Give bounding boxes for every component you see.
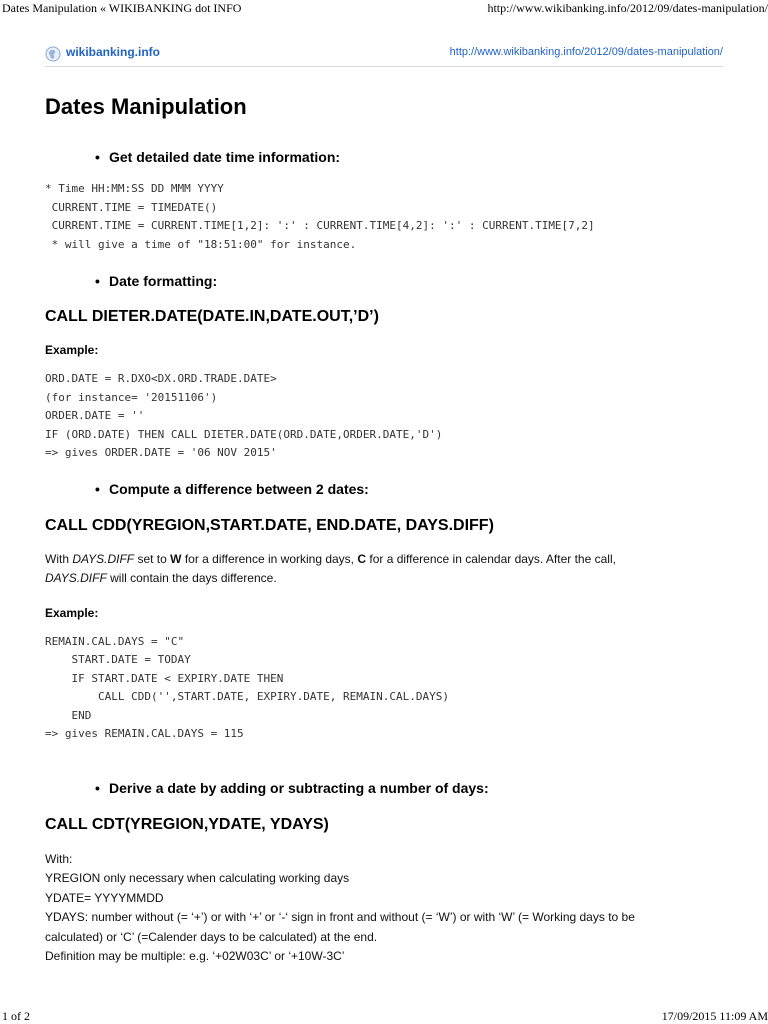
cdt-line: With: [45, 851, 73, 866]
print-datetime: 17/09/2015 11:09 AM [661, 1009, 768, 1023]
cdt-line: YREGION only necessary when calculating working days [45, 871, 350, 885]
bullet-derive-date: • Derive a date by adding or subtracting a number of days: [95, 778, 725, 798]
print-header-url: http://www.wikibanking.info/2012/09/dates-manipulation/ [487, 1, 768, 15]
code-block-cdd [45, 633, 725, 744]
site-bar [45, 44, 723, 67]
bullet-list-2 [45, 271, 725, 291]
code-block-time [45, 180, 725, 254]
page-title: Dates Manipulation [45, 94, 247, 119]
cdt-line: calculated) or ‘C’ (=Calender days to be calculated) at the end. [45, 929, 378, 944]
cdt-line: YDAYS: number without (= ‘+’) or with ‘+’ or ‘-‘ sign in front and without (= ‘W’) or with ‘W’ (= Working days to be [45, 910, 635, 924]
heading-cdt: CALL CDT(YREGION,YDATE, YDAYS) [45, 815, 329, 833]
example-label-2: Example: [45, 605, 99, 620]
code-line: * Time HH:MM:SS DD MMM YYYY [45, 182, 224, 195]
print-header [0, 0, 768, 16]
bullet-list-4 [45, 778, 725, 798]
code-line: CALL CDD('',START.DATE, EXPIRY.DATE, REMAIN.CAL.DAYS) [45, 690, 449, 703]
variable-days-diff: DAYS.DIFF [72, 551, 135, 566]
example-label-1: Example: [45, 343, 99, 357]
text-span: With [45, 551, 73, 566]
bullet-date-time-info: • Get detailed date time information: [95, 147, 725, 167]
bullet-list-3 [45, 479, 725, 499]
text-span: set to [134, 551, 171, 566]
variable-days-diff: DAYS.DIFF [45, 570, 107, 585]
code-line: CURRENT.TIME = TIMEDATE() [45, 200, 218, 214]
site-name-link[interactable]: wikibanking.info [66, 45, 161, 59]
text-span: will contain the days difference. [106, 570, 277, 585]
bullet-date-formatting: • Date formatting: [95, 271, 725, 291]
code-line: IF START.DATE < EXPIRY.DATE THEN [45, 671, 284, 685]
code-line: END [45, 708, 92, 722]
globe-icon [45, 46, 61, 62]
cdd-description [45, 550, 725, 588]
bullet-list-1 [45, 147, 725, 167]
heading-cdd: CALL CDD(YREGION,START.DATE, END.DATE, DAYS.DIFF) [45, 516, 494, 534]
code-c: C [357, 551, 367, 566]
heading-dieter-date: CALL DIETER.DATE(DATE.IN,DATE.OUT,’D’) [45, 308, 379, 325]
code-line: REMAIN.CAL.DAYS = "C" [45, 634, 185, 648]
code-w: W [170, 551, 182, 566]
code-line: (for instance= '20151106') [45, 390, 218, 404]
article [45, 93, 725, 967]
cdt-line: YDATE= YYYYMMDD [45, 890, 164, 905]
print-header-title: Dates Manipulation « WIKIBANKING dot INFO [2, 1, 242, 15]
cdt-description [45, 850, 725, 967]
code-line: ORDER.DATE = '' [45, 409, 145, 422]
code-line: => gives ORDER.DATE = '06 NOV 2015' [45, 446, 277, 459]
code-line: * will give a time of "18:51:00" for instance. [45, 237, 357, 251]
code-line: => gives REMAIN.CAL.DAYS = 115 [45, 727, 244, 740]
code-line: START.DATE = TODAY [45, 653, 191, 666]
page-url-link[interactable]: http://www.wikibanking.info/2012/09/dates-manipulation/ [449, 46, 723, 58]
print-footer [0, 1008, 768, 1024]
cdt-line: Definition may be multiple: e.g. ‘+02W03C’ or ‘+10W-3C’ [45, 949, 345, 963]
code-line: ORD.DATE = R.DXO<DX.ORD.TRADE.DATE> [45, 372, 277, 385]
text-span: for a difference in working days, [181, 551, 358, 566]
text-span: for a difference in calendar days. After the call, [366, 551, 616, 566]
code-line: CURRENT.TIME = CURRENT.TIME[1,2]: ':' : CURRENT.TIME[4,2]: ':' : CURRENT.TIME[7,2] [45, 219, 595, 232]
code-line: IF (ORD.DATE) THEN CALL DIETER.DATE(ORD.DATE,ORDER.DATE,'D') [45, 427, 443, 441]
page-number: 1 of 2 [2, 1009, 30, 1023]
code-block-dieter-date [45, 370, 725, 463]
bullet-date-difference: • Compute a difference between 2 dates: [95, 479, 725, 499]
